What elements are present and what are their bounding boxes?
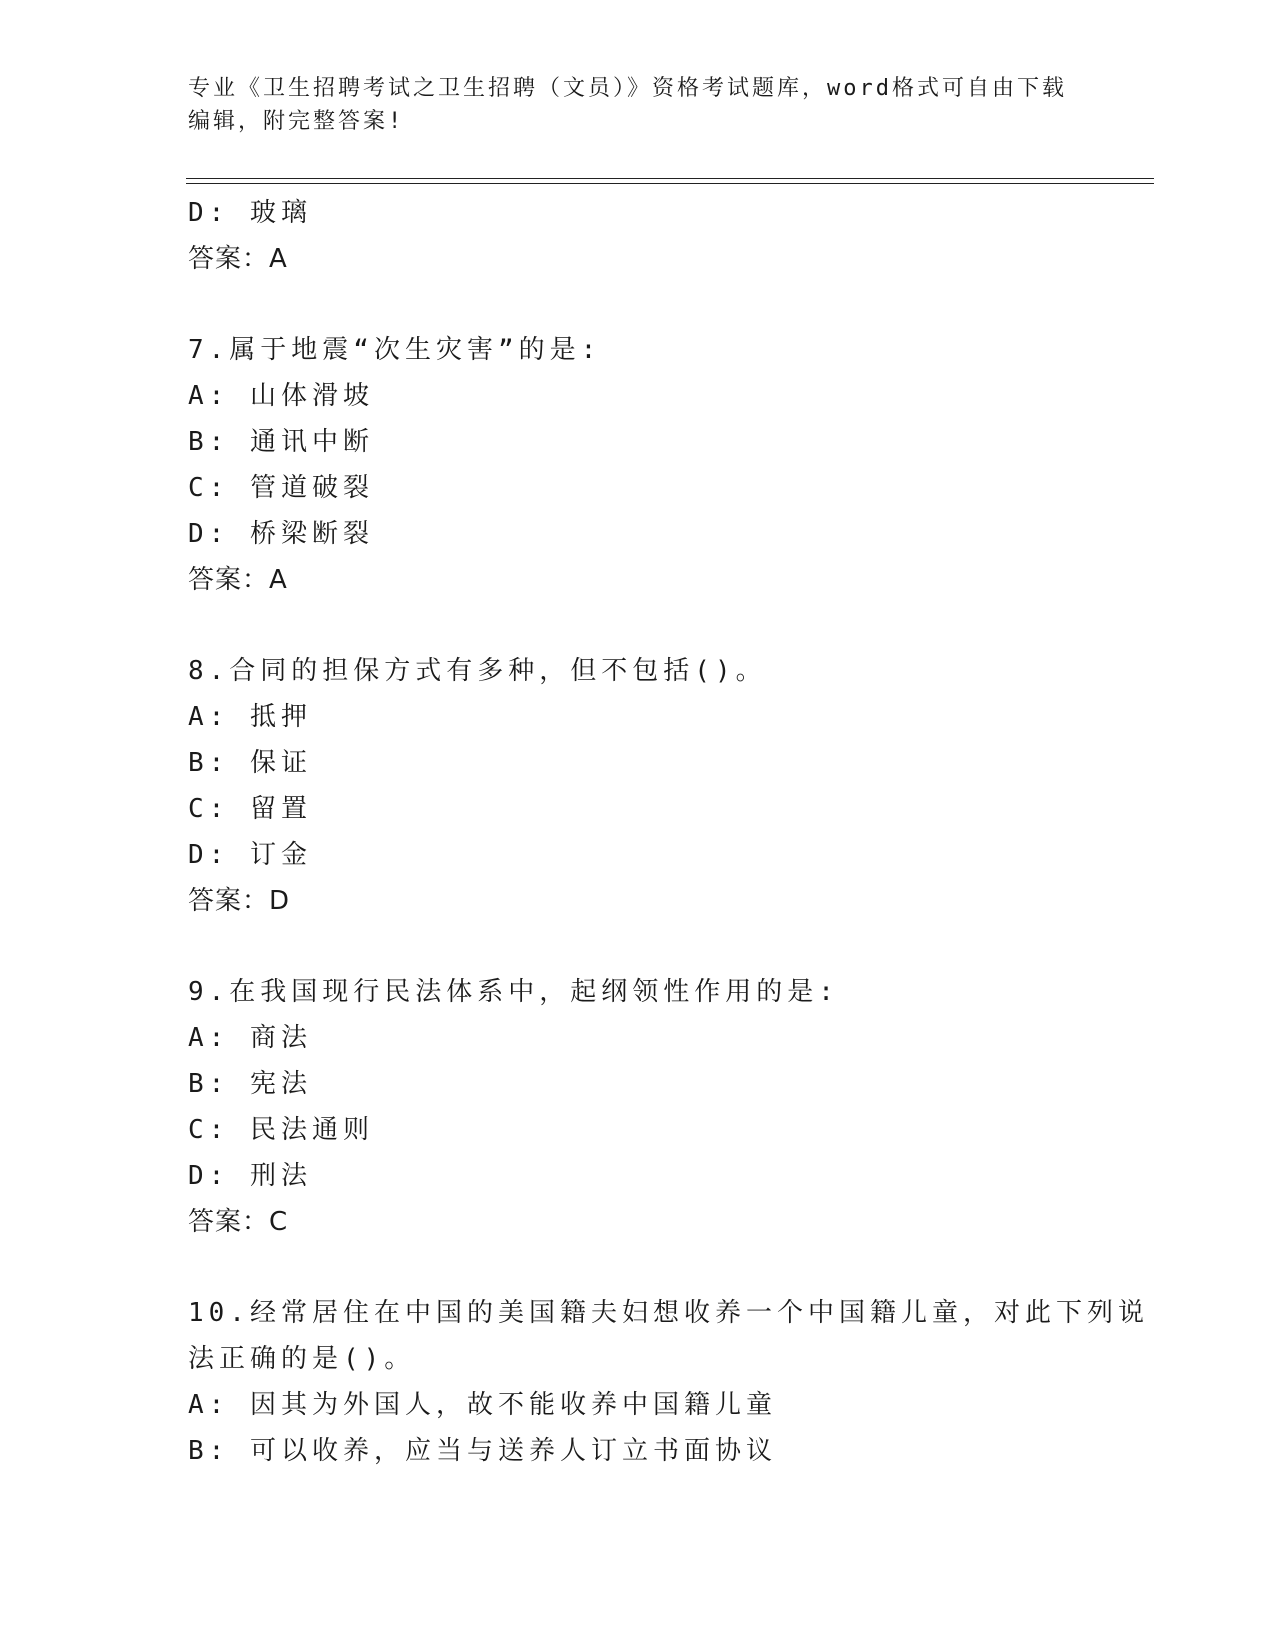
spacer bbox=[188, 603, 1088, 648]
question-stem: 9.在我国现行民法体系中，起纲领性作用的是: bbox=[188, 977, 839, 1007]
option-d: D: 刑法 bbox=[188, 1161, 312, 1191]
option-a: A: 抵押 bbox=[188, 702, 312, 732]
spacer bbox=[188, 1245, 1088, 1290]
answer-line: 答案：A bbox=[188, 244, 288, 274]
option-b: B: 宪法 bbox=[188, 1069, 312, 1099]
spacer bbox=[188, 924, 1088, 969]
option-a: A: 山体滑坡 bbox=[188, 381, 374, 411]
header-line-1: 专业《卫生招聘考试之卫生招聘（文员）》资格考试题库，word格式可自由下载 bbox=[188, 76, 1067, 101]
option-d: D: 订金 bbox=[188, 840, 312, 870]
question-block-8 bbox=[188, 648, 1088, 924]
spacer bbox=[188, 282, 1088, 327]
question-list bbox=[188, 190, 1149, 1474]
option-b: B: 通讯中断 bbox=[188, 427, 374, 457]
question-stem: 7.属于地震“次生灾害”的是: bbox=[188, 335, 602, 365]
answer-line: 答案：D bbox=[188, 886, 291, 916]
question-block-10 bbox=[188, 1290, 1149, 1474]
option-a: A: 因其为外国人，故不能收养中国籍儿童 bbox=[188, 1390, 777, 1420]
answer-line: 答案：A bbox=[188, 565, 288, 595]
header-line-2: 编辑，附完整答案! bbox=[188, 109, 405, 134]
option-a: A: 商法 bbox=[188, 1023, 312, 1053]
answer-line: 答案：C bbox=[188, 1207, 289, 1237]
option-d: D: 玻璃 bbox=[188, 198, 312, 228]
option-c: C: 民法通则 bbox=[188, 1115, 374, 1145]
question-stem-line-1: 10.经常居住在中国的美国籍夫妇想收养一个中国籍儿童，对此下列说 bbox=[188, 1298, 1149, 1328]
question-stem-line-2: 法正确的是()。 bbox=[188, 1344, 416, 1374]
option-d: D: 桥梁断裂 bbox=[188, 519, 374, 549]
question-block-7 bbox=[188, 327, 1088, 603]
header-rule-top bbox=[186, 178, 1154, 179]
option-b: B: 保证 bbox=[188, 748, 312, 778]
header-rule-bottom bbox=[186, 183, 1154, 184]
question-stem: 8.合同的担保方式有多种，但不包括()。 bbox=[188, 656, 767, 686]
option-c: C: 管道破裂 bbox=[188, 473, 374, 503]
option-c: C: 留置 bbox=[188, 794, 312, 824]
question-block-9 bbox=[188, 969, 1088, 1245]
document-header bbox=[188, 72, 1088, 138]
option-b: B: 可以收养，应当与送养人订立书面协议 bbox=[188, 1436, 777, 1466]
